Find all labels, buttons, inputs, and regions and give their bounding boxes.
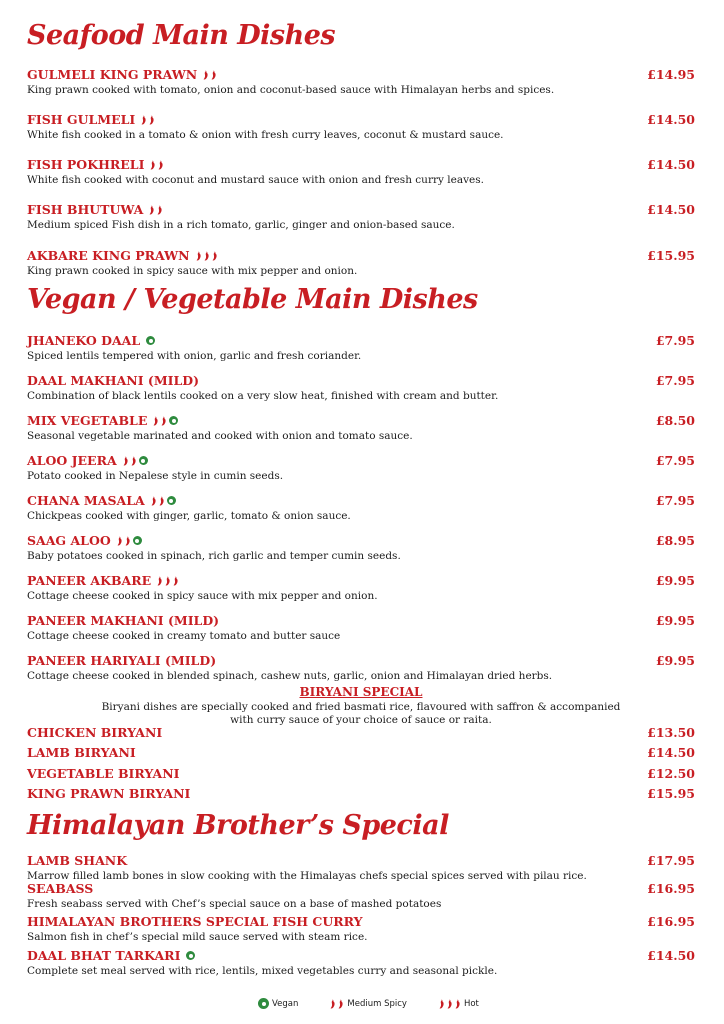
menu-item — [27, 333, 695, 363]
biryani-title: BIRYANI SPECIAL — [299, 685, 423, 699]
vegan-icon — [133, 536, 142, 545]
dish-name — [27, 725, 695, 740]
dish-name — [27, 613, 695, 628]
menu-item — [27, 373, 695, 403]
menu-item — [27, 786, 695, 801]
dish-price: £13.50 — [647, 725, 695, 740]
dish-name — [27, 453, 695, 468]
chili-icon — [446, 999, 453, 1008]
dish-description: Spiced lentils tempered with onion, garlic and fresh coriander. — [27, 350, 362, 362]
dish-icons — [184, 951, 195, 960]
dish-price: £7.95 — [655, 373, 695, 388]
menu-item — [27, 653, 695, 683]
dish-name-text: KING PRAWN BIRYANI — [27, 786, 191, 801]
dish-name — [27, 248, 695, 263]
chili-icon — [150, 496, 157, 505]
dish-price: £14.95 — [647, 67, 695, 82]
dish-icons — [151, 416, 178, 425]
dish-name — [27, 914, 695, 929]
vegan-icon — [146, 336, 155, 345]
dish-icons — [201, 70, 217, 79]
biryani-intro-line2: with curry sauce of your choice of sauce or raita. — [230, 714, 492, 726]
menu-item — [27, 613, 695, 643]
chili-icon — [116, 536, 123, 545]
dish-name-text: LAMB SHANK — [27, 853, 128, 868]
chili-icon — [157, 160, 164, 169]
dish-price: £9.95 — [655, 653, 695, 668]
dish-name-text: LAMB BIRYANI — [27, 745, 136, 760]
hot-icon — [437, 999, 461, 1008]
section-title-seafood: Seafood Main Dishes — [27, 20, 336, 51]
biryani-header — [27, 685, 695, 727]
dish-description: Seasonal vegetable marinated and cooked with onion and tomato sauce. — [27, 430, 413, 442]
chili-icon — [172, 576, 179, 585]
legend — [258, 998, 509, 1009]
dish-name-text: JHANEKO DAAL — [27, 333, 141, 348]
dish-name — [27, 112, 695, 127]
chili-icon — [124, 536, 131, 545]
dish-name-text: DAAL MAKHANI (MILD) — [27, 373, 200, 388]
chili-icon — [149, 160, 156, 169]
dish-price: £17.95 — [647, 853, 695, 868]
dish-price: £9.95 — [655, 573, 695, 588]
dish-name — [27, 533, 695, 548]
dish-price: £12.50 — [647, 766, 695, 781]
vegan-icon — [139, 456, 148, 465]
dish-description: Combination of black lentils cooked on a very slow heat, finished with cream and butter. — [27, 390, 499, 402]
dish-name — [27, 413, 695, 428]
dish-name — [27, 67, 695, 82]
legend-vegan — [258, 998, 298, 1009]
dish-name-text: FISH GULMELI — [27, 112, 136, 127]
chili-icon — [152, 416, 159, 425]
chili-icon — [148, 205, 155, 214]
dish-description: Salmon fish in chef’s special mild sauce served with steam rice. — [27, 931, 368, 943]
dish-name — [27, 786, 695, 801]
dish-price: £16.95 — [647, 881, 695, 896]
dish-price: £14.50 — [647, 157, 695, 172]
menu-item — [27, 766, 695, 781]
menu-item — [27, 948, 695, 978]
dish-description: King prawn cooked with tomato, onion and coconut-based sauce with Himalayan herbs and spices. — [27, 84, 555, 96]
section-title-vegan: Vegan / Vegetable Main Dishes — [27, 284, 478, 315]
chili-icon — [148, 115, 155, 124]
dish-name-text: CHICKEN BIRYANI — [27, 725, 163, 740]
dish-description: Chickpeas cooked with ginger, garlic, tomato & onion sauce. — [27, 510, 351, 522]
dish-description: King prawn cooked in spicy sauce with mix pepper and onion. — [27, 265, 358, 277]
legend-medium-label: Medium Spicy — [347, 998, 407, 1009]
menu-item — [27, 248, 695, 278]
menu-item — [27, 413, 695, 443]
section-title-special: Himalayan Brother’s Special — [27, 810, 449, 841]
dish-description: Potato cooked in Nepalese style in cumin seeds. — [27, 470, 284, 482]
dish-price: £9.95 — [655, 613, 695, 628]
dish-name — [27, 202, 695, 217]
menu-item — [27, 493, 695, 523]
dish-name-text: AKBARE KING PRAWN — [27, 248, 190, 263]
dish-icons — [144, 336, 155, 345]
dish-name-text: DAAL BHAT TARKARI — [27, 948, 181, 963]
dish-description: White fish cooked with coconut and mustard sauce with onion and fresh curry leaves. — [27, 174, 484, 186]
chili-icon — [158, 496, 165, 505]
dish-price: £15.95 — [647, 248, 695, 263]
legend-hot-label: Hot — [463, 998, 479, 1009]
vegan-icon — [186, 951, 195, 960]
dish-name-text: HIMALAYAN BROTHERS SPECIAL FISH CURRY — [27, 914, 363, 929]
dish-price: £7.95 — [655, 333, 695, 348]
menu-item — [27, 67, 695, 97]
dish-name — [27, 493, 695, 508]
dish-icons — [139, 115, 155, 124]
vegan-icon — [169, 416, 178, 425]
dish-name — [27, 653, 695, 668]
chili-icon — [156, 576, 163, 585]
dish-name-text: FISH BHUTUWA — [27, 202, 144, 217]
dish-price: £14.50 — [647, 745, 695, 760]
menu-item — [27, 453, 695, 483]
dish-name-text: SAAG ALOO — [27, 533, 111, 548]
dish-name-text: SEABASS — [27, 881, 94, 896]
chili-icon — [202, 70, 209, 79]
chili-icon — [337, 999, 344, 1008]
menu-item — [27, 914, 695, 944]
legend-medium — [328, 999, 407, 1009]
menu-item — [27, 881, 695, 911]
dish-price: £8.50 — [655, 413, 695, 428]
dish-description: Cottage cheese cooked in spicy sauce with mix pepper and onion. — [27, 590, 378, 602]
menu-item — [27, 745, 695, 760]
legend-vegan-label: Vegan — [272, 998, 299, 1009]
dish-price: £14.50 — [647, 202, 695, 217]
dish-name — [27, 766, 695, 781]
dish-price: £14.50 — [647, 948, 695, 963]
chili-icon — [203, 251, 210, 260]
dish-icons — [148, 160, 164, 169]
chili-icon — [454, 999, 461, 1008]
chili-icon — [130, 456, 137, 465]
chili-icon — [329, 999, 336, 1008]
chili-icon — [156, 205, 163, 214]
dish-price: £8.95 — [655, 533, 695, 548]
dish-name — [27, 881, 695, 896]
chili-icon — [438, 999, 445, 1008]
biryani-intro-line1: Biryani dishes are specially cooked and fried basmati rice, flavoured with saffron & accompanied — [101, 701, 621, 713]
dish-description: Cottage cheese cooked in creamy tomato and butter sauce — [27, 630, 341, 642]
dish-name — [27, 373, 695, 388]
dish-icons — [147, 205, 163, 214]
menu-item — [27, 157, 695, 187]
menu-item — [27, 202, 695, 232]
dish-price: £16.95 — [647, 914, 695, 929]
dish-description: Cottage cheese cooked in blended spinach, cashew nuts, garlic, onion and Himalayan dried herbs. — [27, 670, 553, 682]
dish-description: White fish cooked in a tomato & onion with fresh curry leaves, coconut & mustard sauce. — [27, 129, 504, 141]
dish-description: Marrow filled lamb bones in slow cooking with the Himalayas chefs special spices served with pilau rice. — [27, 870, 587, 882]
chili-icon — [140, 115, 147, 124]
dish-name-text: GULMELI KING PRAWN — [27, 67, 198, 82]
dish-icons — [149, 496, 176, 505]
dish-name — [27, 157, 695, 172]
dish-name-text: PANEER HARIYALI (MILD) — [27, 653, 217, 668]
biryani-intro — [61, 701, 661, 727]
medium-spicy-icon — [328, 999, 344, 1008]
dish-icons — [155, 576, 179, 585]
dish-price: £14.50 — [647, 112, 695, 127]
menu-item — [27, 853, 695, 883]
chili-icon — [160, 416, 167, 425]
dish-icons — [194, 251, 218, 260]
dish-name-text: FISH POKHRELI — [27, 157, 145, 172]
vegan-icon — [258, 998, 269, 1009]
dish-name-text: PANEER AKBARE — [27, 573, 152, 588]
dish-name-text: CHANA MASALA — [27, 493, 145, 508]
dish-description: Medium spiced Fish dish in a rich tomato, garlic, ginger and onion-based sauce. — [27, 219, 455, 231]
vegan-icon — [167, 496, 176, 505]
chili-icon — [210, 70, 217, 79]
dish-name-text: VEGETABLE BIRYANI — [27, 766, 180, 781]
dish-description: Fresh seabass served with Chef’s special sauce on a base of mashed potatoes — [27, 898, 442, 910]
dish-price: £15.95 — [647, 786, 695, 801]
legend-hot — [437, 999, 479, 1009]
dish-price: £7.95 — [655, 493, 695, 508]
dish-name-text: ALOO JEERA — [27, 453, 117, 468]
chili-icon — [211, 251, 218, 260]
dish-name — [27, 853, 695, 868]
menu-item — [27, 725, 695, 740]
dish-name — [27, 333, 695, 348]
chili-icon — [122, 456, 129, 465]
dish-description: Baby potatoes cooked in spinach, rich garlic and temper cumin seeds. — [27, 550, 401, 562]
menu-item — [27, 533, 695, 563]
dish-price: £7.95 — [655, 453, 695, 468]
dish-icons — [121, 456, 148, 465]
menu-item — [27, 112, 695, 142]
menu-item — [27, 573, 695, 603]
dish-name-text: MIX VEGETABLE — [27, 413, 148, 428]
dish-name — [27, 745, 695, 760]
dish-description: Complete set meal served with rice, lentils, mixed vegetables curry and seasonal pickle. — [27, 965, 498, 977]
dish-icons — [115, 536, 142, 545]
chili-icon — [164, 576, 171, 585]
chili-icon — [195, 251, 202, 260]
dish-name — [27, 573, 695, 588]
dish-name-text: PANEER MAKHANI (MILD) — [27, 613, 220, 628]
dish-name — [27, 948, 695, 963]
